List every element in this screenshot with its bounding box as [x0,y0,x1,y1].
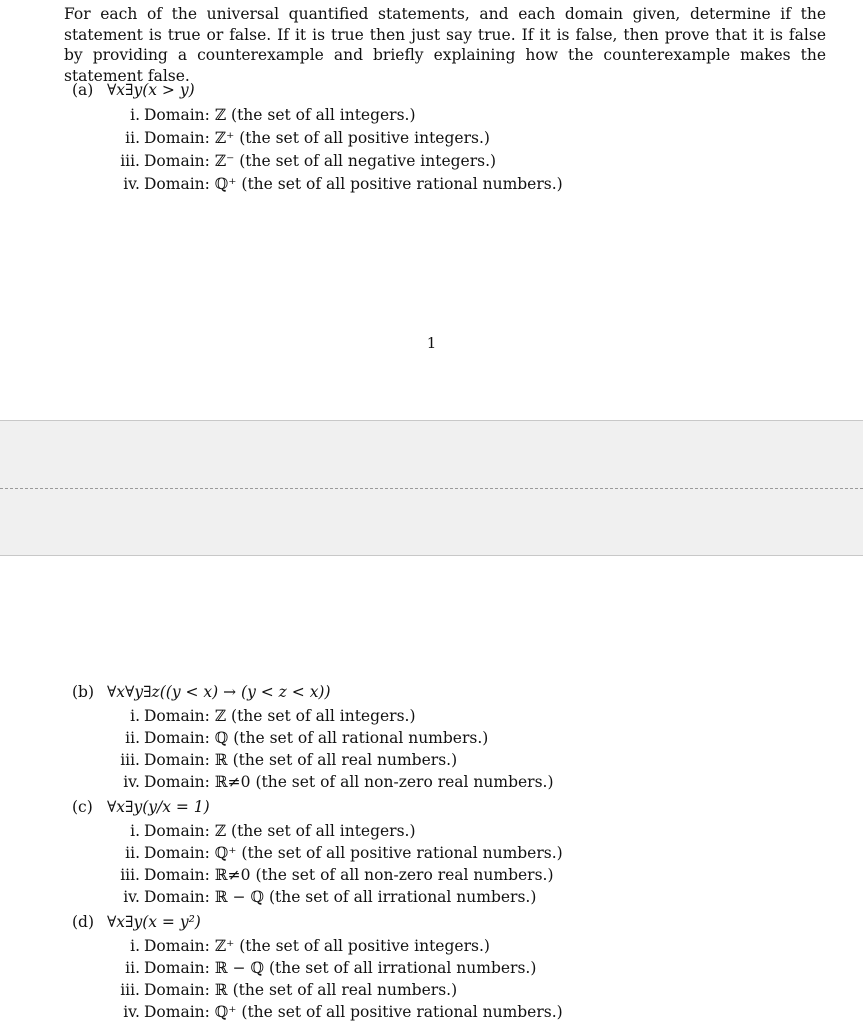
question-c-statement: ∀x∃y(y/x = 1) [106,798,210,816]
question-d-label: (d) [72,913,95,931]
page-1: For each of the universal quantified statements, and each domain given, determine if the statement is true or false. If it is true then just say true. If it is false, then prove that it is false by providing a counterexample and briefly explaining how the counterexample makes the statement false. (a) ∀x∃y(x > y) i. Domain: ℤ (the set of all integers.) ii. Domain: ℤ⁺ (the set of all positive integers.) iii. Domain: ℤ⁻ (the set of all negative integers.) iv. Domain: ℚ⁺ (the set of all positive rational numbers.) 1 [0,0,863,420]
question-a-header [72,79,195,101]
question-d-header [72,911,201,933]
question-a-label: (a) [72,81,94,99]
instructions-paragraph: For each of the universal quantified statements, and each domain given, determine if the statement is true or false. If it is true then just say true. If it is false, then prove that it is false by providing a counterexample and briefly explaining how the counterexample makes the statement false. [64,5,826,85]
question-c-label: (c) [72,798,93,816]
question-b-statement: ∀x∀y∃z((y < x) → (y < z < x)) [106,683,331,701]
page-break-divider [0,488,863,489]
page-break-gap [0,420,863,556]
question-b-label: (b) [72,683,95,701]
question-a-statement: ∀x∃y(x > y) [106,81,195,99]
question-d-statement: ∀x∃y(x = y²) [106,913,201,931]
question-b-header [72,681,331,703]
page-2: (b) ∀x∀y∃z((y < x) → (y < z < x)) i. Domain: ℤ (the set of all integers.) ii. Domain: ℚ (the set of all rational numbers.) iii. Domain: ℝ (the set of all real numbers.) iv. Domain: ℝ≠0 (the set of all non-zero real numbers.) (c) ∀x∃y(y/x = 1) i. Domain: ℤ (the set of all integers.) ii. Domain: ℚ⁺ (the set of all positive rational numbers.) iii. Domain: ℝ≠0 (the set of all non-zero real numbers.) iv. Domain: ℝ − ℚ (the set of all irrational numbers.) (d) ∀x∃y(x = y²) i. Domain: ℤ⁺ (the set of all positive integers.) ii. Domain: ℝ − ℚ (the set of all irrational numbers.) iii. Domain: ℝ (the set of all real numbers.) iv. Domain: ℚ⁺ (the set of all positive rational numbers.) [0,556,863,1024]
page-number: 1 [426,334,437,352]
question-c-header [72,796,210,818]
